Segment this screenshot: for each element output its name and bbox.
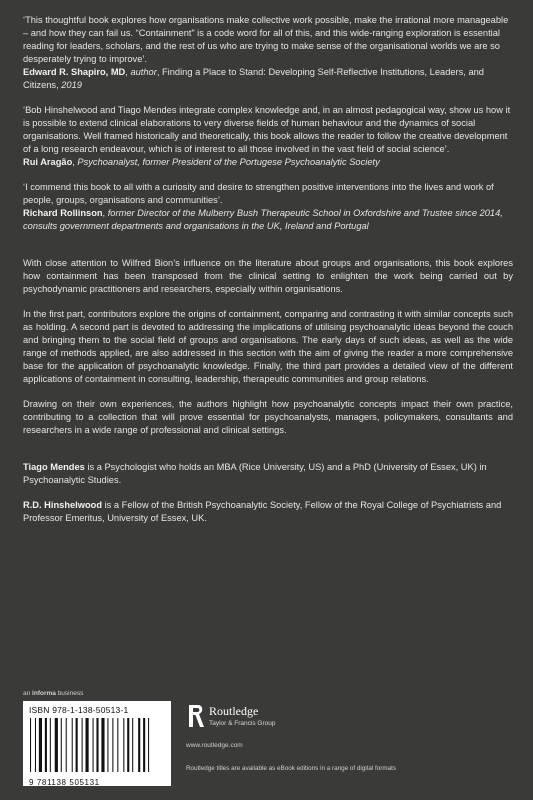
endorser-role: former Director of the Mulberry Bush Therapeutic School in Oxfordshire and Trustee since 2014, consults government departments and organisations in the UK, Ireland and Portugal — [23, 208, 503, 231]
author-bio-text: is a Psychologist who holds an MBA (Rice University, US) and a PhD (University of Essex, UK) in Psychoanalytic Studies. — [23, 462, 487, 485]
publisher-url: www.routledge.com — [186, 742, 243, 749]
description-paragraph-1: With close attention to Wilfred Bion’s influence on the literature about groups and organisations, this book explores how containment has been transposed from the clinical setting to enlighten the work being carried out by psychodynamic practitioners and researchers, especially within organisations. — [23, 258, 513, 294]
endorser-name: Edward R. Shapiro, MD — [23, 67, 126, 77]
barcode-digits: 9 781138 505131 — [29, 778, 100, 787]
cover-footer — [23, 690, 513, 790]
barcode-bar — [117, 718, 118, 772]
informa-suffix: business — [55, 690, 84, 697]
endorsement-attribution: Edward R. Shapiro, MD, author, Finding a Place to Stand: Developing Self-Reflective Institutions, Leaders, and Citizens, 2019 — [23, 67, 484, 90]
publisher-name: Routledge — [209, 704, 259, 718]
description-paragraph-2: In the first part, contributors explore the origins of containment, comparing and contrasting it with similar concepts such as holding. A second part is devoted to addressing the implications of utilising psychoanalytic ideas beyond the couch and bringing them to the social field of groups and organisations. The early days of such ideas, as well as the wide range of methods applied, are also addressed in this section with the aim of giving the reader a more comprehensive base for the application of psychoanalytic knowledge. Finally, the third part provides a detailed view of the different applications of containment in consulting, leadership, therapeutic communities and group relations. — [23, 309, 513, 384]
barcode-bar — [30, 718, 31, 772]
barcode-bar — [66, 718, 67, 772]
barcode-bar — [96, 718, 98, 772]
barcode-bar — [127, 718, 129, 772]
author-bio-2 — [23, 499, 513, 525]
back-cover-text — [23, 14, 513, 537]
barcode-bar — [35, 718, 36, 772]
informa-prefix: an — [23, 690, 33, 697]
barcode-bar — [107, 718, 108, 772]
barcode-bar — [61, 718, 62, 772]
informa-brand: informa — [32, 690, 56, 697]
publisher-group: Taylor & Francis Group — [209, 720, 276, 727]
author-name: R.D. Hinshelwood — [23, 500, 103, 510]
barcode-bar — [72, 718, 73, 772]
author-bio-text: is a Fellow of the British Psychoanalytic Society, Fellow of the Royal College of Psychiatrists and Professor Emeritus, University of Essex, UK. — [23, 500, 502, 523]
informa-business-label — [23, 690, 83, 697]
endorsement-text: ‘I commend this book to all with a curiosity and desire to strengthen positive interventions into the lives and work of people, groups, organisations and communities’. — [23, 182, 494, 205]
barcode-bar — [101, 718, 104, 772]
endorser-role: Psychoanalyst, former President of the Portugese Psychoanalytic Society — [77, 157, 380, 167]
endorsement-text: ‘This thoughtful book explores how organisations make collective work possible, make the irrational more manageable – and how they can fail us. “Containment” is a code word for all of this, and this wide-ranging exploration is essential reading for leaders, scholars, and the rest of us who are trying to make sense of the organisational worlds we are so desperately trying to improve’. — [23, 15, 509, 64]
description-paragraph-3: Drawing on their own experiences, the authors highlight how psychoanalytic concepts impact their own practice, contributing to a collection that will prove essential for psychoanalysts, managers, policymakers, consultants and researchers in a wide range of professional and clinical settings. — [23, 399, 513, 435]
endorser-name: Rui Aragão — [23, 157, 73, 167]
endorsement-attribution: Rui Aragão, Psychoanalyst, former President of the Portugese Psychoanalytic Society — [23, 157, 380, 167]
barcode-bar — [86, 718, 89, 772]
endorsement-text: ‘Bob Hinshelwood and Tiago Mendes integrate complex knowledge and, in an almost pedagogical way, show us how it is possible to extend clinical elaborations to very diverse fields of human behaviour and the dynamics of social organisations. Well framed historically and theoretically, this book allows the reader to follow the creative development of a long research endeavour, which is of interest to all those involved in the vast field of social science’. — [23, 105, 511, 154]
barcode-bar — [143, 718, 145, 772]
barcode-bar — [112, 718, 113, 772]
barcode-bar — [132, 718, 133, 772]
barcode-bar — [93, 718, 94, 772]
barcode-bar — [39, 718, 42, 772]
endorsement-2 — [23, 104, 513, 169]
endorser-role: author — [130, 67, 157, 77]
author-name: Tiago Mendes — [23, 462, 85, 472]
barcode-bar — [76, 718, 78, 772]
barcode-bar — [148, 718, 149, 772]
barcode-bars — [29, 718, 165, 772]
barcode-bar — [138, 718, 140, 772]
endorser-detail: , Finding a Place to Stand: Developing Self-Reflective Institutions, Leaders, and Citizens, — [23, 67, 484, 90]
endorsement-3 — [23, 181, 513, 233]
endorsement-attribution: Richard Rollinson, former Director of the Mulberry Bush Therapeutic School in Oxfordshire and Trustee since 2014, consults government departments and organisations in the UK, Ireland and Portugal — [23, 208, 503, 231]
barcode-bar — [50, 718, 51, 772]
isbn-barcode — [23, 701, 171, 786]
isbn-number: ISBN 978-1-138-50513-1 — [29, 705, 129, 715]
publisher-brand — [209, 704, 275, 727]
author-bio-1 — [23, 461, 513, 487]
endorser-name: Richard Rollinson — [23, 208, 103, 218]
endorsement-1 — [23, 14, 513, 92]
barcode-bar — [123, 718, 124, 772]
barcode-bar — [55, 718, 58, 772]
barcode-bar — [82, 718, 83, 772]
routledge-logo-icon — [186, 703, 206, 729]
barcode-bar — [45, 718, 47, 772]
ebook-note: Routledge titles are available as eBook editions in a range of digital formats — [186, 765, 397, 772]
endorser-year: 2019 — [61, 80, 82, 90]
